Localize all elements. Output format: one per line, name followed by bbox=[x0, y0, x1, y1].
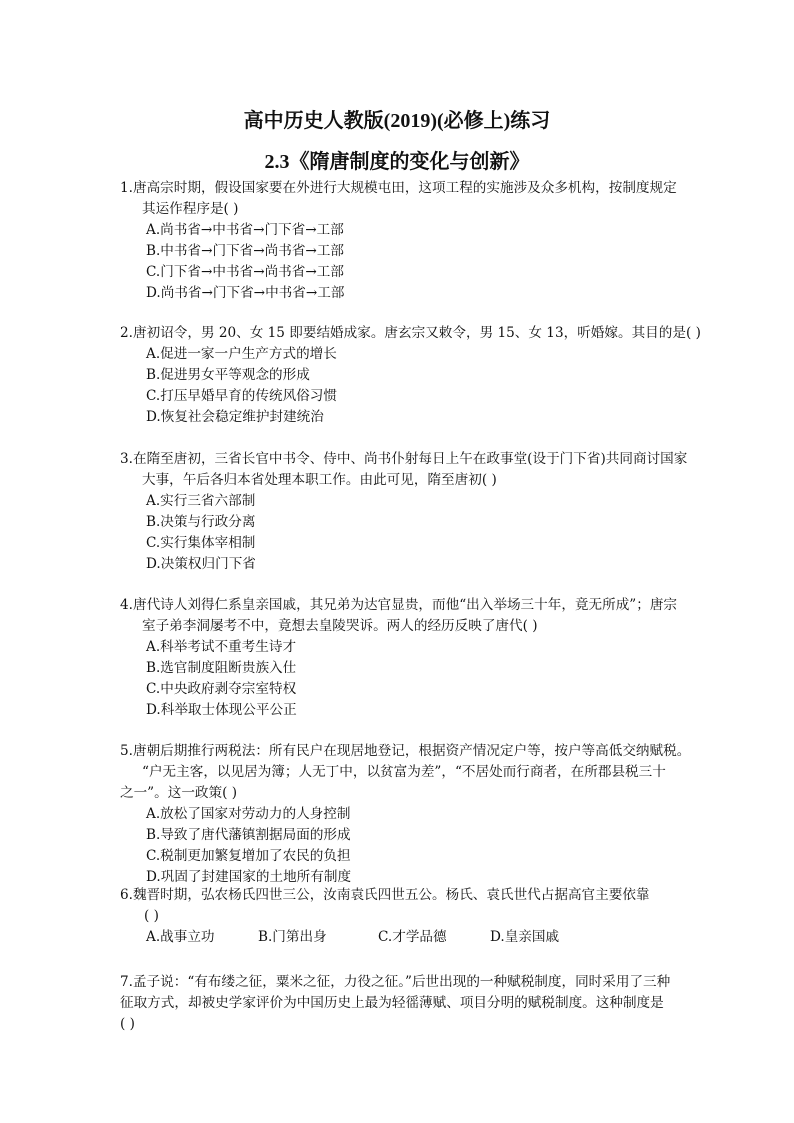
stem-line: 3.在隋至唐初，三省长官中书令、侍中、尚书仆射每日上午在政事堂(设于门下省)共同商讨国家 bbox=[120, 451, 688, 467]
option-c: C.实行集体宰相制 bbox=[146, 535, 256, 551]
stem-line: 7.孟子说：“有布缕之征，粟米之征，力役之征。”后世出现的一种赋税制度，同时采用了三种 bbox=[120, 974, 671, 990]
option-a: A.实行三省六部制 bbox=[146, 493, 256, 509]
option-d: D.尚书省→门下省→中书省→工部 bbox=[146, 285, 345, 301]
option-d: D.科举取士体现公平公正 bbox=[146, 702, 297, 718]
question-stem bbox=[120, 741, 710, 804]
question-4 bbox=[120, 595, 710, 721]
question-1 bbox=[120, 178, 710, 304]
stem-line: 之一”。这一政策( ) bbox=[120, 785, 238, 801]
question-stem bbox=[120, 885, 710, 927]
question-stem bbox=[120, 178, 710, 220]
question-stem bbox=[120, 323, 710, 344]
document-subtitle: 2.3《隋唐制度的变化与创新》 bbox=[264, 151, 530, 173]
option-a: A.科举考试不重考生诗才 bbox=[146, 639, 297, 655]
stem-line: 4.唐代诗人刘得仁系皇亲国戚，其兄弟为达官显贵，而他“出入举场三十年，竟无所成”；唐宗 bbox=[120, 597, 678, 613]
option-b: B.选官制度阻断贵族入仕 bbox=[146, 660, 297, 676]
stem-line: “户无主客，以见居为簿；人无丁中，以贫富为差”，“不居处而行商者，在所郡县税三十 bbox=[142, 764, 666, 780]
stem-line: 征取方式，却被史学家评价为中国历史上最为轻徭薄赋、项目分明的赋税制度。这种制度是 bbox=[120, 995, 664, 1011]
option-b: B.中书省→门下省→尚书省→工部 bbox=[146, 243, 345, 259]
question-stem bbox=[120, 595, 710, 637]
question-stem bbox=[120, 972, 710, 1035]
option-d: D.皇亲国戚 bbox=[490, 929, 560, 945]
question-3 bbox=[120, 449, 710, 575]
question-stem bbox=[120, 449, 710, 491]
question-6 bbox=[120, 885, 710, 948]
option-c: C.才学品德 bbox=[378, 929, 447, 945]
question-7 bbox=[120, 972, 710, 1035]
option-d: D.决策权归门下省 bbox=[146, 556, 256, 572]
option-b: B.导致了唐代藩镇割据局面的形成 bbox=[146, 827, 351, 843]
option-a: A.促进一家一户生产方式的增长 bbox=[146, 346, 337, 362]
stem-line: ( ) bbox=[144, 908, 159, 924]
stem-line: 室子弟李洞屡考不中，竟想去皇陵哭诉。两人的经历反映了唐代( ) bbox=[142, 618, 538, 634]
stem-line: 5.唐朝后期推行两税法：所有民户在现居地登记，根据资产情况定户等，按户等高低交纳赋税。 bbox=[120, 743, 691, 759]
question-5 bbox=[120, 741, 710, 888]
option-b: B.促进男女平等观念的形成 bbox=[146, 367, 310, 383]
options-row bbox=[120, 927, 710, 948]
stem-line: 2.唐初诏令，男 20、女 15 即要结婚成家。唐玄宗又敕令，男 15、女 13，听婚嫁。其目的是( ) bbox=[120, 325, 701, 341]
option-a: A.战事立功 bbox=[146, 929, 215, 945]
option-c: C.门下省→中书省→尚书省→工部 bbox=[146, 264, 344, 280]
stem-line: 1.唐高宗时期，假设国家要在外进行大规模屯田，这项工程的实施涉及众多机构，按制度规定 bbox=[120, 180, 677, 196]
option-c: C.中央政府剥夺宗室特权 bbox=[146, 681, 297, 697]
stem-line: 6.魏晋时期，弘农杨氏四世三公，汝南袁氏四世五公。杨氏、袁氏世代占据高官主要依靠 bbox=[120, 887, 650, 903]
option-a: A.尚书省→中书省→门下省→工部 bbox=[146, 222, 344, 238]
option-c: C.打压早婚早育的传统风俗习惯 bbox=[146, 388, 337, 404]
stem-line: 其运作程序是( ) bbox=[142, 201, 239, 217]
question-2 bbox=[120, 323, 710, 428]
stem-line: 大事，午后各归本省处理本职工作。由此可见，隋至唐初( ) bbox=[142, 472, 497, 488]
option-d: D.巩固了封建国家的土地所有制度 bbox=[146, 869, 352, 885]
stem-line: ( ) bbox=[120, 1016, 135, 1032]
option-b: B.决策与行政分离 bbox=[146, 514, 256, 530]
option-c: C.税制更加繁复增加了农民的负担 bbox=[146, 848, 351, 864]
option-b: B.门第出身 bbox=[258, 929, 327, 945]
option-a: A.放松了国家对劳动力的人身控制 bbox=[146, 806, 351, 822]
document-title: 高中历史人教版(2019)(必修上)练习 bbox=[243, 110, 551, 132]
option-d: D.恢复社会稳定维护封建统治 bbox=[146, 409, 324, 425]
